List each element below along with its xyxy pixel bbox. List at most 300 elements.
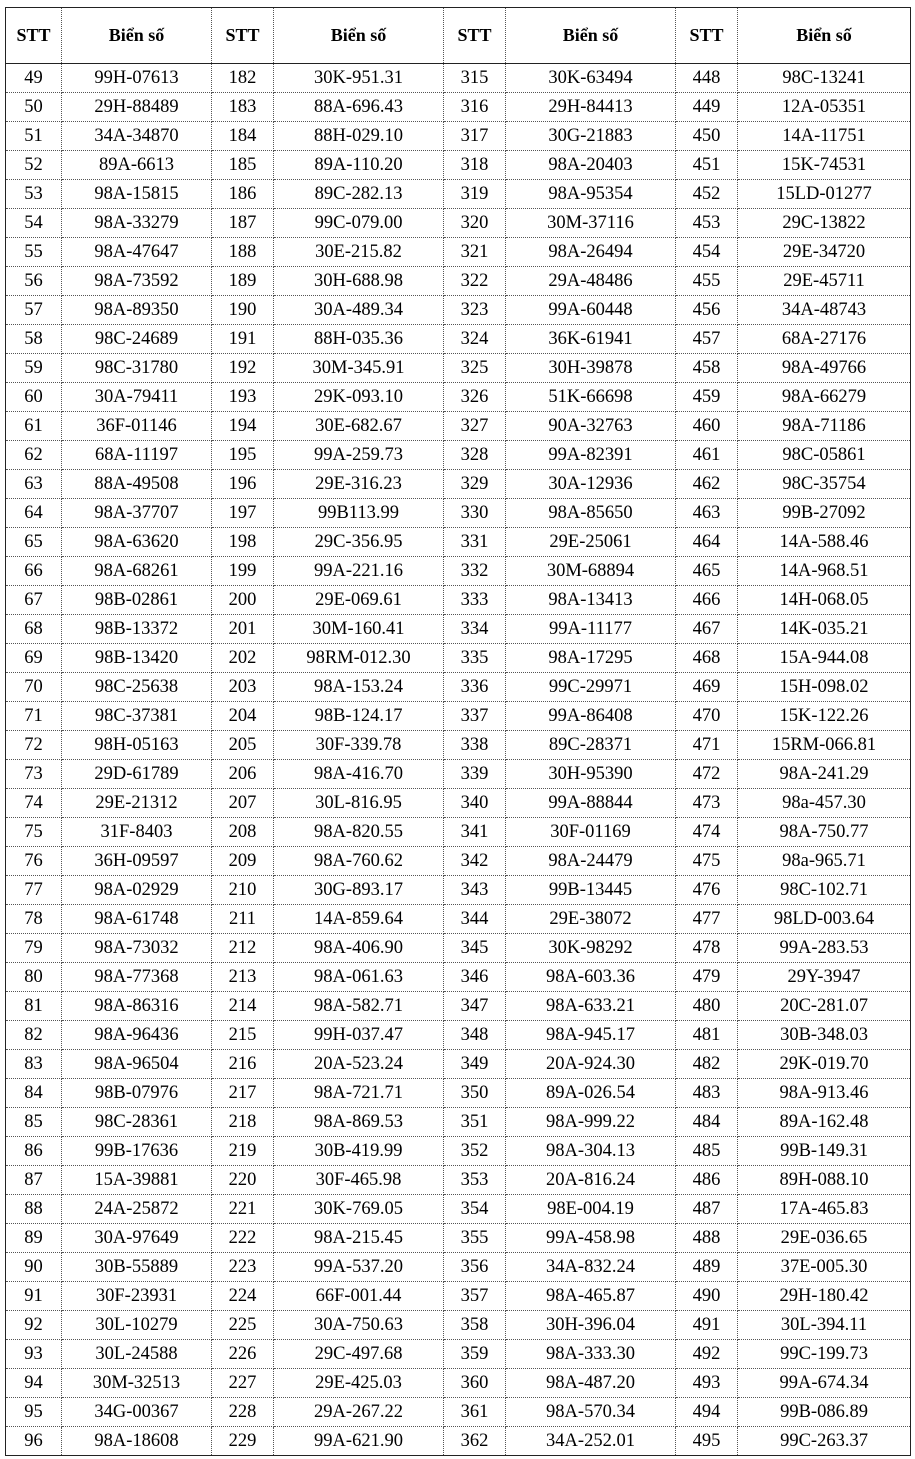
table-row [6, 1137, 911, 1166]
plate-cell: 30G-893.17 [274, 876, 444, 905]
stt-cell: 317 [444, 122, 506, 151]
stt-cell: 461 [676, 441, 738, 470]
stt-cell: 477 [676, 905, 738, 934]
plate-cell: 99A-221.16 [274, 557, 444, 586]
table-row [6, 93, 911, 122]
stt-cell: 362 [444, 1427, 506, 1456]
plate-cell: 99A-283.53 [738, 934, 911, 963]
stt-cell: 213 [212, 963, 274, 992]
stt-cell: 96 [6, 1427, 62, 1456]
table-row [6, 209, 911, 238]
plate-cell: 29H-88489 [62, 93, 212, 122]
plate-cell: 98A-333.30 [506, 1340, 676, 1369]
stt-cell: 196 [212, 470, 274, 499]
plate-cell: 98A-945.17 [506, 1021, 676, 1050]
plate-cell: 29C-497.68 [274, 1340, 444, 1369]
stt-cell: 458 [676, 354, 738, 383]
plate-cell: 98A-750.77 [738, 818, 911, 847]
column-header-plate: Biển số [274, 8, 444, 64]
plate-cell: 98A-570.34 [506, 1398, 676, 1427]
plate-cell: 98A-37707 [62, 499, 212, 528]
stt-cell: 59 [6, 354, 62, 383]
plate-cell: 20A-924.30 [506, 1050, 676, 1079]
plate-cell: 30F-23931 [62, 1282, 212, 1311]
plate-cell: 29C-356.95 [274, 528, 444, 557]
table-row [6, 760, 911, 789]
plate-cell: 98A-582.71 [274, 992, 444, 1021]
table-row [6, 499, 911, 528]
plate-cell: 30K-98292 [506, 934, 676, 963]
table-row [6, 1050, 911, 1079]
plate-cell: 30M-345.91 [274, 354, 444, 383]
stt-cell: 354 [444, 1195, 506, 1224]
stt-cell: 186 [212, 180, 274, 209]
plate-cell: 98A-20403 [506, 151, 676, 180]
plate-cell: 29C-13822 [738, 209, 911, 238]
stt-cell: 474 [676, 818, 738, 847]
plate-cell: 89A-110.20 [274, 151, 444, 180]
plate-cell: 30A-79411 [62, 383, 212, 412]
plate-cell: 98B-13372 [62, 615, 212, 644]
table-row [6, 1021, 911, 1050]
stt-cell: 336 [444, 673, 506, 702]
plate-cell: 99C-29971 [506, 673, 676, 702]
stt-cell: 327 [444, 412, 506, 441]
plate-cell: 88H-035.36 [274, 325, 444, 354]
table-row [6, 1340, 911, 1369]
plate-cell: 98A-61748 [62, 905, 212, 934]
table-row [6, 325, 911, 354]
stt-cell: 80 [6, 963, 62, 992]
plate-cell: 29H-84413 [506, 93, 676, 122]
stt-cell: 72 [6, 731, 62, 760]
plate-cell: 98A-77368 [62, 963, 212, 992]
plate-cell: 98C-31780 [62, 354, 212, 383]
stt-cell: 465 [676, 557, 738, 586]
stt-cell: 225 [212, 1311, 274, 1340]
plate-cell: 30M-37116 [506, 209, 676, 238]
stt-cell: 92 [6, 1311, 62, 1340]
stt-cell: 93 [6, 1340, 62, 1369]
plate-cell: 98A-73592 [62, 267, 212, 296]
plate-cell: 98A-487.20 [506, 1369, 676, 1398]
plate-cell: 98C-37381 [62, 702, 212, 731]
table-row [6, 731, 911, 760]
stt-cell: 340 [444, 789, 506, 818]
plate-cell: 99C-263.37 [738, 1427, 911, 1456]
stt-cell: 480 [676, 992, 738, 1021]
table-row [6, 1398, 911, 1427]
stt-cell: 95 [6, 1398, 62, 1427]
plate-cell: 98A-153.24 [274, 673, 444, 702]
stt-cell: 338 [444, 731, 506, 760]
column-header-stt: STT [444, 8, 506, 64]
plate-cell: 30M-32513 [62, 1369, 212, 1398]
plate-cell: 17A-465.83 [738, 1195, 911, 1224]
stt-cell: 212 [212, 934, 274, 963]
stt-cell: 343 [444, 876, 506, 905]
stt-cell: 191 [212, 325, 274, 354]
plate-cell: 29A-48486 [506, 267, 676, 296]
plate-cell: 14A-968.51 [738, 557, 911, 586]
plate-cell: 98C-05861 [738, 441, 911, 470]
stt-cell: 339 [444, 760, 506, 789]
stt-cell: 62 [6, 441, 62, 470]
stt-cell: 53 [6, 180, 62, 209]
table-header [6, 8, 911, 64]
plate-cell: 15A-39881 [62, 1166, 212, 1195]
column-header-plate: Biển số [506, 8, 676, 64]
plate-cell: 98A-721.71 [274, 1079, 444, 1108]
stt-cell: 228 [212, 1398, 274, 1427]
stt-cell: 82 [6, 1021, 62, 1050]
stt-cell: 482 [676, 1050, 738, 1079]
stt-cell: 471 [676, 731, 738, 760]
plate-cell: 98H-05163 [62, 731, 212, 760]
column-header-stt: STT [212, 8, 274, 64]
plate-cell: 99A-86408 [506, 702, 676, 731]
plate-cell: 89A-162.48 [738, 1108, 911, 1137]
plate-cell: 98A-13413 [506, 586, 676, 615]
stt-cell: 486 [676, 1166, 738, 1195]
stt-cell: 76 [6, 847, 62, 876]
stt-cell: 473 [676, 789, 738, 818]
stt-cell: 60 [6, 383, 62, 412]
plate-cell: 29K-093.10 [274, 383, 444, 412]
plate-cell: 98A-215.45 [274, 1224, 444, 1253]
stt-cell: 211 [212, 905, 274, 934]
plate-cell: 99B-27092 [738, 499, 911, 528]
stt-cell: 334 [444, 615, 506, 644]
table-row [6, 702, 911, 731]
stt-cell: 450 [676, 122, 738, 151]
stt-cell: 353 [444, 1166, 506, 1195]
plate-cell: 98A-241.29 [738, 760, 911, 789]
stt-cell: 65 [6, 528, 62, 557]
plate-cell: 98RM-012.30 [274, 644, 444, 673]
stt-cell: 455 [676, 267, 738, 296]
stt-cell: 215 [212, 1021, 274, 1050]
plate-cell: 99A-11177 [506, 615, 676, 644]
table-row [6, 238, 911, 267]
plate-cell: 98A-17295 [506, 644, 676, 673]
plate-cell: 20A-523.24 [274, 1050, 444, 1079]
stt-cell: 214 [212, 992, 274, 1021]
stt-cell: 479 [676, 963, 738, 992]
stt-cell: 324 [444, 325, 506, 354]
stt-cell: 66 [6, 557, 62, 586]
plate-cell: 98a-457.30 [738, 789, 911, 818]
table-row [6, 296, 911, 325]
stt-cell: 83 [6, 1050, 62, 1079]
plate-cell: 88A-696.43 [274, 93, 444, 122]
stt-cell: 78 [6, 905, 62, 934]
plate-cell: 98B-124.17 [274, 702, 444, 731]
table-row [6, 1282, 911, 1311]
table-row [6, 586, 911, 615]
stt-cell: 68 [6, 615, 62, 644]
stt-cell: 335 [444, 644, 506, 673]
stt-cell: 322 [444, 267, 506, 296]
plate-cell: 20C-281.07 [738, 992, 911, 1021]
plate-cell: 29A-267.22 [274, 1398, 444, 1427]
stt-cell: 84 [6, 1079, 62, 1108]
stt-cell: 85 [6, 1108, 62, 1137]
plate-cell: 98A-760.62 [274, 847, 444, 876]
stt-cell: 347 [444, 992, 506, 1021]
stt-cell: 358 [444, 1311, 506, 1340]
plate-cell: 98A-416.70 [274, 760, 444, 789]
plate-cell: 98A-061.63 [274, 963, 444, 992]
stt-cell: 462 [676, 470, 738, 499]
plate-cell: 99A-674.34 [738, 1369, 911, 1398]
plate-cell: 20A-816.24 [506, 1166, 676, 1195]
table-row [6, 1224, 911, 1253]
stt-cell: 187 [212, 209, 274, 238]
plate-cell: 98A-18608 [62, 1427, 212, 1456]
plate-cell: 98A-869.53 [274, 1108, 444, 1137]
plate-cell: 68A-11197 [62, 441, 212, 470]
column-header-plate: Biển số [738, 8, 911, 64]
plate-cell: 34A-34870 [62, 122, 212, 151]
plate-cell: 30B-419.99 [274, 1137, 444, 1166]
plate-cell: 98B-07976 [62, 1079, 212, 1108]
plate-cell: 98A-95354 [506, 180, 676, 209]
stt-cell: 452 [676, 180, 738, 209]
plate-cell: 98E-004.19 [506, 1195, 676, 1224]
stt-cell: 332 [444, 557, 506, 586]
table-row [6, 818, 911, 847]
stt-cell: 453 [676, 209, 738, 238]
table-row [6, 1166, 911, 1195]
plate-cell: 29E-21312 [62, 789, 212, 818]
stt-cell: 81 [6, 992, 62, 1021]
plate-cell: 89C-282.13 [274, 180, 444, 209]
plate-cell: 98A-47647 [62, 238, 212, 267]
stt-cell: 488 [676, 1224, 738, 1253]
plate-cell: 98A-633.21 [506, 992, 676, 1021]
plate-cell: 24A-25872 [62, 1195, 212, 1224]
plate-cell: 68A-27176 [738, 325, 911, 354]
plate-cell: 98B-13420 [62, 644, 212, 673]
plate-cell: 29E-38072 [506, 905, 676, 934]
table-row [6, 1311, 911, 1340]
plate-cell: 98C-25638 [62, 673, 212, 702]
stt-cell: 194 [212, 412, 274, 441]
stt-cell: 460 [676, 412, 738, 441]
stt-cell: 210 [212, 876, 274, 905]
plate-cell: 30F-01169 [506, 818, 676, 847]
stt-cell: 491 [676, 1311, 738, 1340]
stt-cell: 217 [212, 1079, 274, 1108]
plate-cell: 98A-26494 [506, 238, 676, 267]
plate-cell: 36H-09597 [62, 847, 212, 876]
stt-cell: 357 [444, 1282, 506, 1311]
stt-cell: 329 [444, 470, 506, 499]
stt-cell: 224 [212, 1282, 274, 1311]
stt-cell: 204 [212, 702, 274, 731]
stt-cell: 74 [6, 789, 62, 818]
stt-cell: 348 [444, 1021, 506, 1050]
plate-cell: 29E-069.61 [274, 586, 444, 615]
plate-cell: 14H-068.05 [738, 586, 911, 615]
column-header-stt: STT [6, 8, 62, 64]
plate-cell: 14A-588.46 [738, 528, 911, 557]
plate-cell: 98C-13241 [738, 64, 911, 93]
stt-cell: 226 [212, 1340, 274, 1369]
table-row [6, 122, 911, 151]
plate-cell: 98A-96504 [62, 1050, 212, 1079]
stt-cell: 361 [444, 1398, 506, 1427]
stt-cell: 70 [6, 673, 62, 702]
stt-cell: 184 [212, 122, 274, 151]
stt-cell: 337 [444, 702, 506, 731]
plate-cell: 30A-750.63 [274, 1311, 444, 1340]
stt-cell: 56 [6, 267, 62, 296]
stt-cell: 183 [212, 93, 274, 122]
license-plate-table [5, 7, 911, 1456]
stt-cell: 457 [676, 325, 738, 354]
plate-cell: 99B-086.89 [738, 1398, 911, 1427]
stt-cell: 466 [676, 586, 738, 615]
plate-cell: 98A-24479 [506, 847, 676, 876]
stt-cell: 451 [676, 151, 738, 180]
plate-cell: 30K-951.31 [274, 64, 444, 93]
stt-cell: 360 [444, 1369, 506, 1398]
stt-cell: 331 [444, 528, 506, 557]
plate-cell: 98A-15815 [62, 180, 212, 209]
plate-cell: 29D-61789 [62, 760, 212, 789]
stt-cell: 490 [676, 1282, 738, 1311]
table-row [6, 673, 911, 702]
stt-cell: 216 [212, 1050, 274, 1079]
table-body [6, 64, 911, 1456]
plate-cell: 98LD-003.64 [738, 905, 911, 934]
table-row [6, 267, 911, 296]
plate-cell: 30M-160.41 [274, 615, 444, 644]
stt-cell: 75 [6, 818, 62, 847]
stt-cell: 483 [676, 1079, 738, 1108]
stt-cell: 476 [676, 876, 738, 905]
stt-cell: 90 [6, 1253, 62, 1282]
plate-cell: 99A-259.73 [274, 441, 444, 470]
table-row [6, 1108, 911, 1137]
stt-cell: 464 [676, 528, 738, 557]
plate-cell: 30H-396.04 [506, 1311, 676, 1340]
stt-cell: 195 [212, 441, 274, 470]
table-row [6, 383, 911, 412]
stt-cell: 69 [6, 644, 62, 673]
plate-cell: 99C-199.73 [738, 1340, 911, 1369]
plate-cell: 98a-965.71 [738, 847, 911, 876]
plate-cell: 15LD-01277 [738, 180, 911, 209]
table-row [6, 789, 911, 818]
plate-cell: 98A-86316 [62, 992, 212, 1021]
table-row [6, 992, 911, 1021]
stt-cell: 328 [444, 441, 506, 470]
stt-cell: 319 [444, 180, 506, 209]
plate-cell: 30E-682.67 [274, 412, 444, 441]
plate-cell: 30H-95390 [506, 760, 676, 789]
stt-cell: 73 [6, 760, 62, 789]
stt-cell: 318 [444, 151, 506, 180]
table-row [6, 963, 911, 992]
plate-cell: 29E-34720 [738, 238, 911, 267]
table-row [6, 847, 911, 876]
table-row [6, 354, 911, 383]
plate-cell: 98A-71186 [738, 412, 911, 441]
plate-cell: 99A-537.20 [274, 1253, 444, 1282]
plate-cell: 14A-11751 [738, 122, 911, 151]
table-row [6, 441, 911, 470]
table-row [6, 876, 911, 905]
plate-cell: 14A-859.64 [274, 905, 444, 934]
plate-cell: 30F-465.98 [274, 1166, 444, 1195]
stt-cell: 468 [676, 644, 738, 673]
stt-cell: 356 [444, 1253, 506, 1282]
stt-cell: 320 [444, 209, 506, 238]
stt-cell: 459 [676, 383, 738, 412]
stt-cell: 330 [444, 499, 506, 528]
stt-cell: 189 [212, 267, 274, 296]
table-row [6, 1253, 911, 1282]
table-row [6, 470, 911, 499]
stt-cell: 325 [444, 354, 506, 383]
plate-cell: 99A-621.90 [274, 1427, 444, 1456]
plate-cell: 34A-48743 [738, 296, 911, 325]
plate-cell: 98A-304.13 [506, 1137, 676, 1166]
stt-cell: 492 [676, 1340, 738, 1369]
stt-cell: 481 [676, 1021, 738, 1050]
plate-cell: 89H-088.10 [738, 1166, 911, 1195]
plate-cell: 30E-215.82 [274, 238, 444, 267]
stt-cell: 316 [444, 93, 506, 122]
plate-cell: 98A-406.90 [274, 934, 444, 963]
plate-cell: 98A-913.46 [738, 1079, 911, 1108]
stt-cell: 54 [6, 209, 62, 238]
stt-cell: 321 [444, 238, 506, 267]
stt-cell: 218 [212, 1108, 274, 1137]
plate-cell: 36F-01146 [62, 412, 212, 441]
stt-cell: 207 [212, 789, 274, 818]
plate-cell: 30M-68894 [506, 557, 676, 586]
stt-cell: 475 [676, 847, 738, 876]
plate-cell: 30H-39878 [506, 354, 676, 383]
stt-cell: 494 [676, 1398, 738, 1427]
stt-cell: 472 [676, 760, 738, 789]
stt-cell: 202 [212, 644, 274, 673]
stt-cell: 467 [676, 615, 738, 644]
stt-cell: 355 [444, 1224, 506, 1253]
stt-cell: 89 [6, 1224, 62, 1253]
plate-cell: 98A-49766 [738, 354, 911, 383]
plate-cell: 30L-394.11 [738, 1311, 911, 1340]
stt-cell: 469 [676, 673, 738, 702]
stt-cell: 495 [676, 1427, 738, 1456]
plate-cell: 30L-24588 [62, 1340, 212, 1369]
stt-cell: 352 [444, 1137, 506, 1166]
stt-cell: 64 [6, 499, 62, 528]
stt-cell: 209 [212, 847, 274, 876]
table-row [6, 934, 911, 963]
plate-cell: 98A-68261 [62, 557, 212, 586]
plate-cell: 31F-8403 [62, 818, 212, 847]
stt-cell: 326 [444, 383, 506, 412]
stt-cell: 470 [676, 702, 738, 731]
stt-cell: 193 [212, 383, 274, 412]
stt-cell: 51 [6, 122, 62, 151]
table-row [6, 1369, 911, 1398]
